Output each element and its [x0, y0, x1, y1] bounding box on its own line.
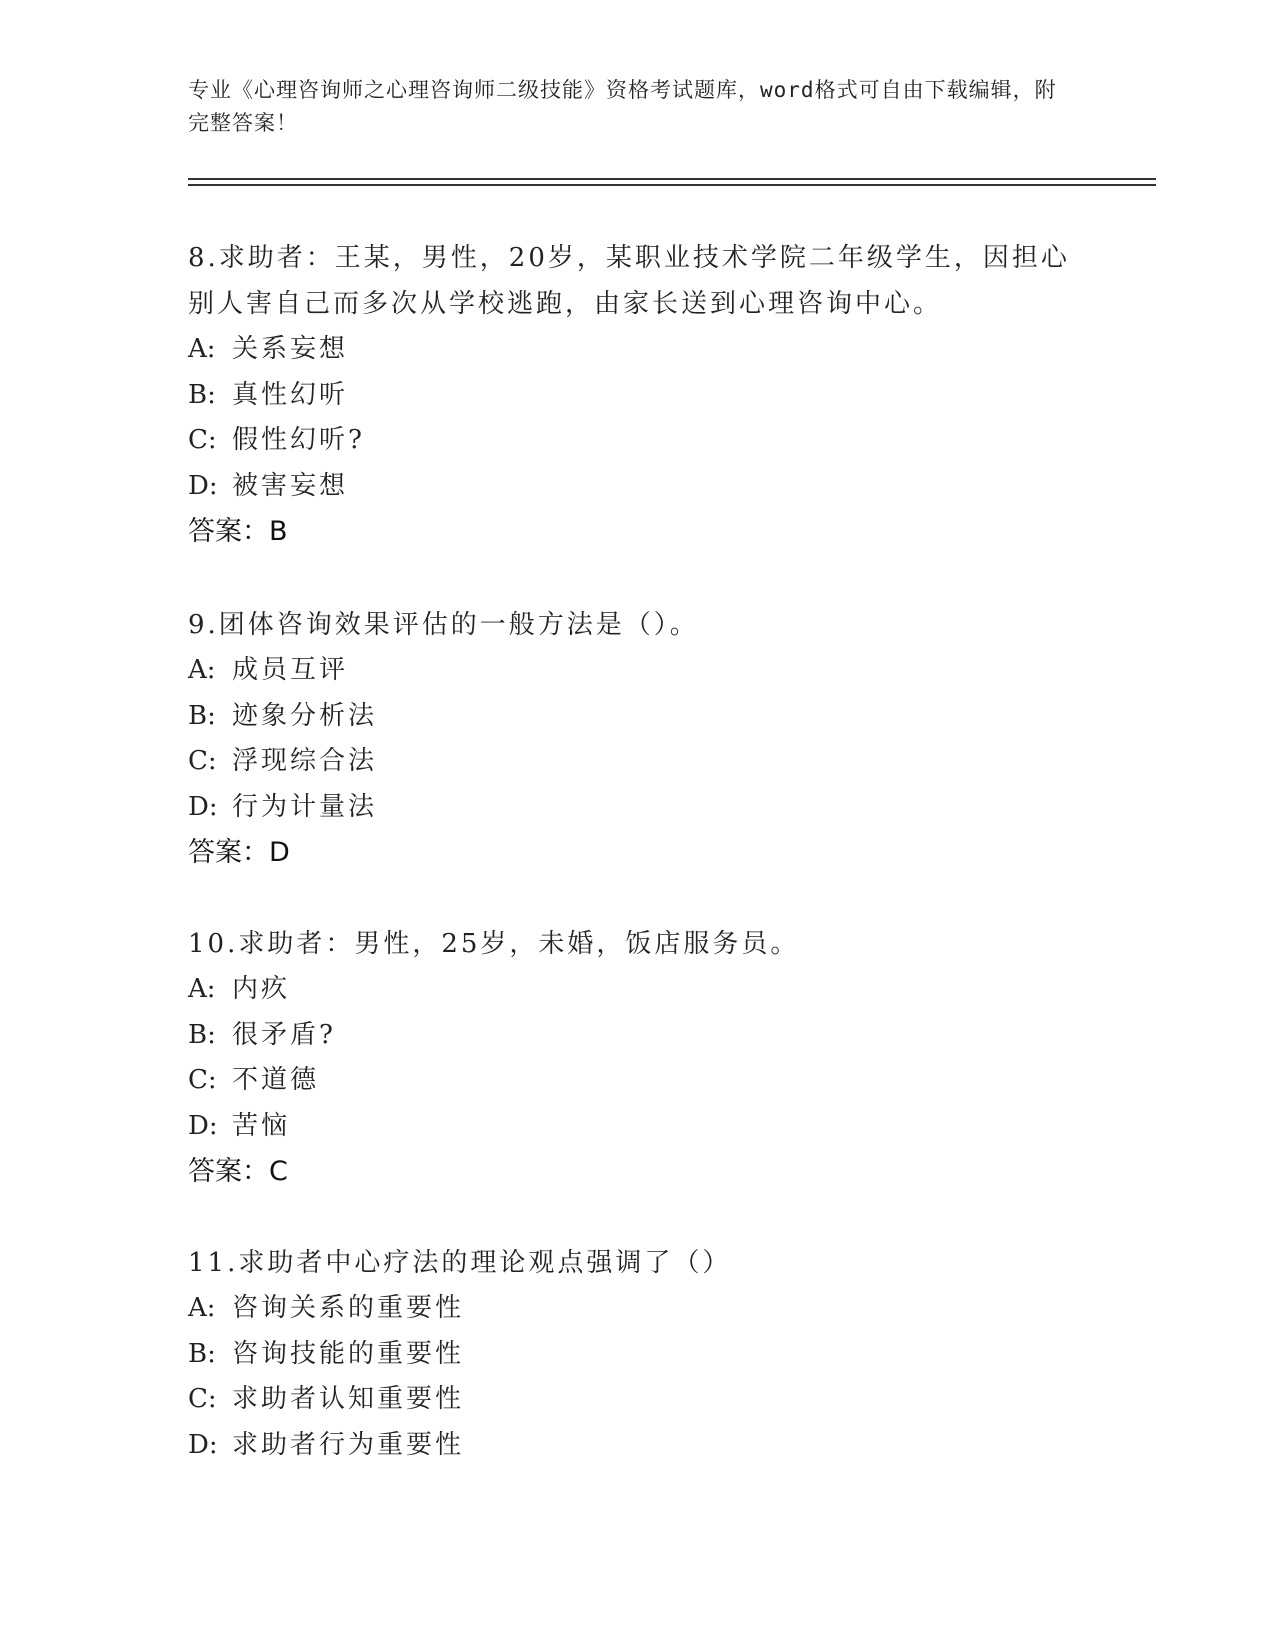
question-stem: 10.求助者：男性，25岁，未婚，饭店服务员。	[188, 929, 800, 959]
document-intro: 专业《心理咨询师之心理咨询师二级技能》资格考试题库，word格式可自由下载编辑，附完整答案！	[188, 78, 1057, 135]
option-c	[188, 418, 1088, 464]
option-text: 被害妄想	[232, 470, 349, 501]
option-text: 浮现综合法	[232, 746, 378, 776]
question-stem: 9.团体咨询效果评估的一般方法是（）。	[188, 610, 699, 640]
option-c	[188, 1058, 1088, 1104]
option-text: 真性幻听	[232, 379, 349, 410]
option-letter: C:	[188, 746, 217, 776]
option-b	[188, 1332, 1088, 1378]
question-9	[188, 602, 1088, 875]
option-letter: A:	[188, 1293, 216, 1323]
option-letter: D:	[188, 470, 218, 501]
question-stem: 11.求助者中心疗法的理论观点强调了（）	[188, 1248, 732, 1278]
option-text: 苦恼	[232, 1110, 291, 1141]
option-text: 很矛盾?	[232, 1019, 336, 1050]
option-c	[188, 1377, 1088, 1423]
option-a	[188, 967, 1088, 1013]
option-text: 内疚	[232, 974, 291, 1004]
option-b	[188, 1013, 1088, 1059]
header-divider-top	[188, 178, 1156, 180]
option-d	[188, 785, 1088, 831]
option-text: 关系妄想	[232, 334, 349, 364]
option-letter: A:	[188, 334, 216, 364]
question-8	[188, 235, 1088, 554]
option-letter: C:	[188, 1065, 217, 1095]
answer-line: 答案：B	[188, 516, 288, 547]
option-text: 咨询关系的重要性	[232, 1293, 465, 1323]
option-letter: A:	[188, 655, 216, 685]
option-text: 假性幻听?	[232, 425, 365, 455]
option-d	[188, 464, 1088, 510]
option-text: 成员互评	[232, 655, 349, 685]
question-10	[188, 921, 1088, 1194]
option-d	[188, 1423, 1088, 1469]
option-letter: D:	[188, 1110, 218, 1141]
option-b	[188, 694, 1088, 740]
header-divider-bottom	[188, 184, 1156, 186]
answer-line: 答案：C	[188, 1156, 288, 1187]
question-11	[188, 1240, 1088, 1468]
option-a	[188, 327, 1088, 373]
option-a	[188, 1286, 1088, 1332]
option-letter: D:	[188, 791, 218, 822]
option-d	[188, 1104, 1088, 1150]
answer-line: 答案：D	[188, 837, 290, 868]
option-letter: D:	[188, 1429, 218, 1460]
option-letter: B:	[188, 379, 216, 410]
option-letter: B:	[188, 1019, 216, 1050]
option-letter: C:	[188, 1384, 217, 1414]
option-b	[188, 373, 1088, 419]
question-stem: 8.求助者：王某，男性，20岁，某职业技术学院二年级学生，因担心别人害自己而多次从学校逃跑，由家长送到心理咨询中心。	[188, 243, 1070, 319]
option-text: 求助者行为重要性	[232, 1429, 465, 1460]
option-letter: A:	[188, 974, 216, 1004]
option-a	[188, 648, 1088, 694]
option-text: 行为计量法	[232, 791, 378, 822]
option-text: 求助者认知重要性	[232, 1384, 465, 1414]
option-letter: B:	[188, 1338, 216, 1369]
option-text: 迹象分析法	[232, 700, 378, 731]
option-text: 不道德	[232, 1065, 320, 1095]
option-letter: C:	[188, 425, 217, 455]
option-c	[188, 739, 1088, 785]
option-text: 咨询技能的重要性	[232, 1338, 465, 1369]
option-letter: B:	[188, 700, 216, 731]
